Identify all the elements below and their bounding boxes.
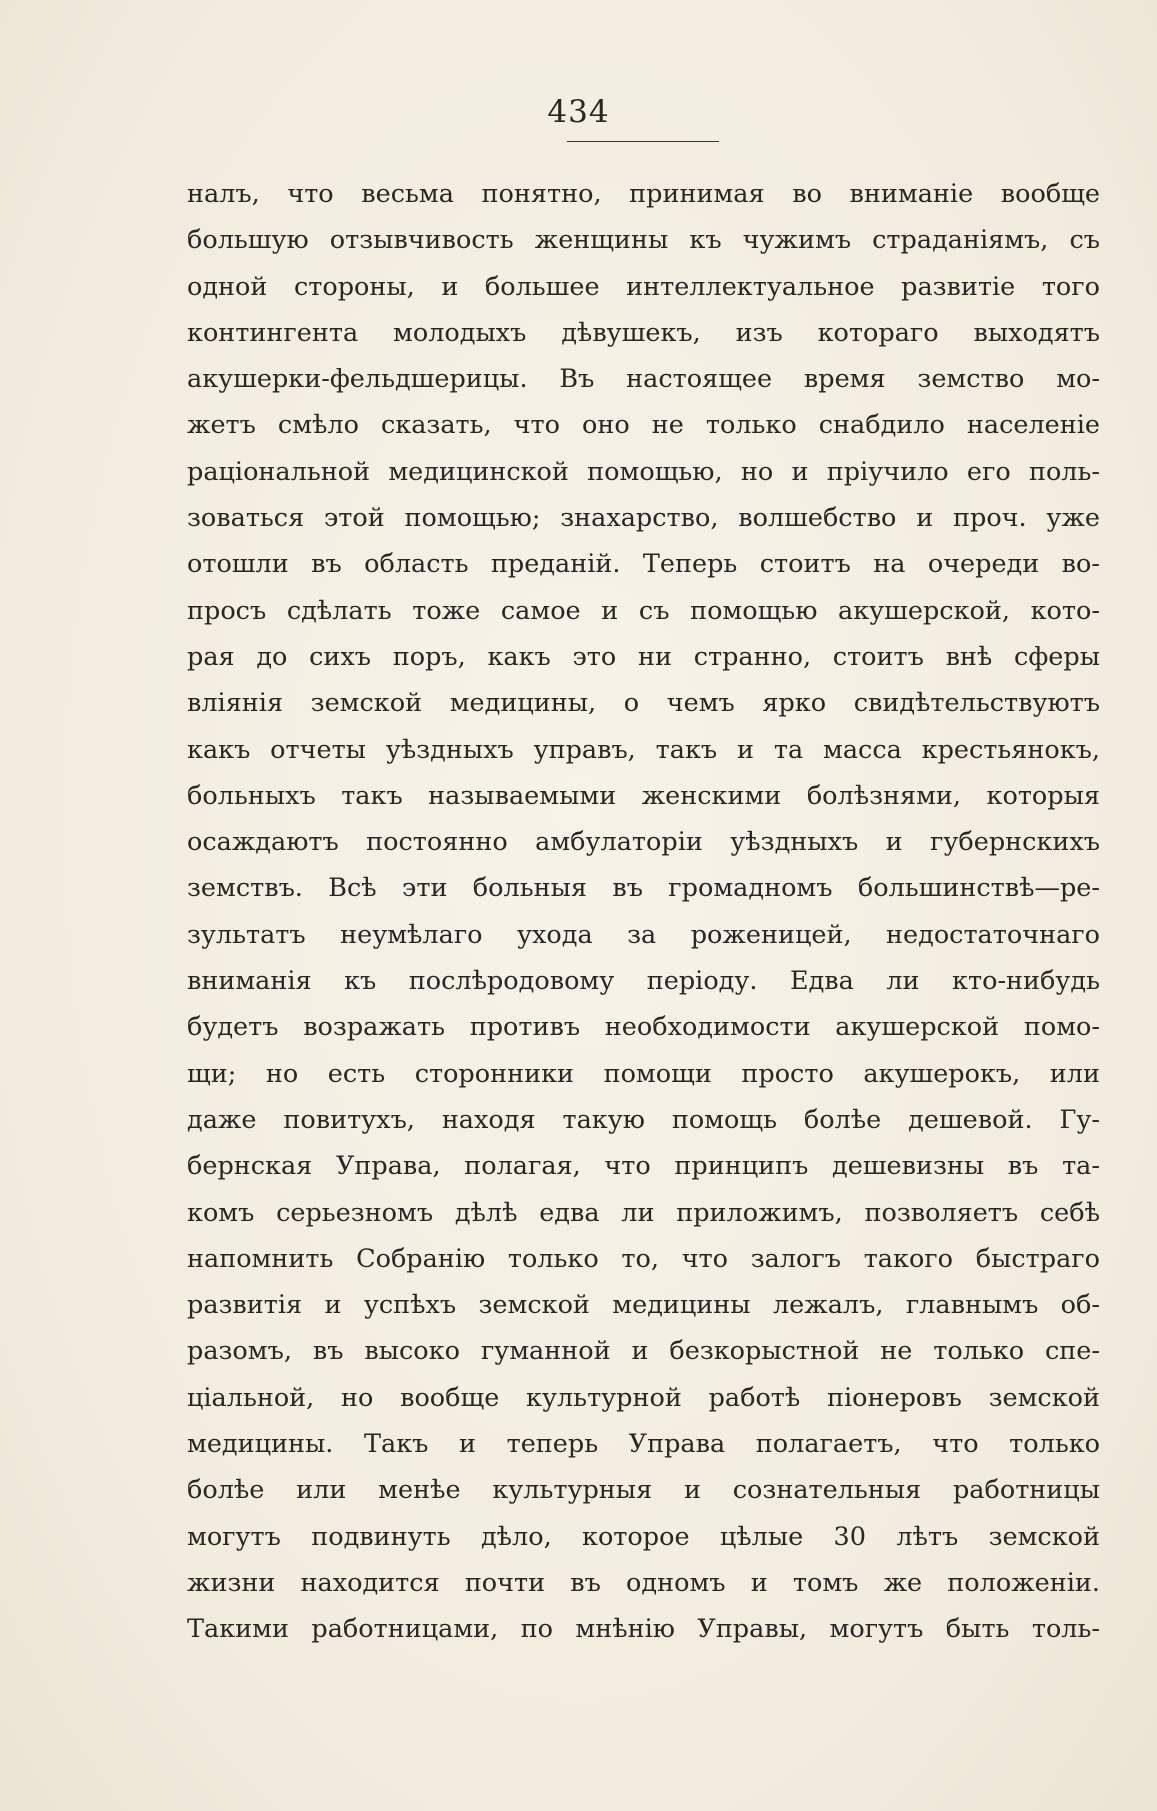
- text-line: раціональной медицинской помощью, но и пріучило его поль-: [187, 456, 1100, 487]
- text-line: бернская Управа, полагая, что принципъ дешевизны въ та-: [187, 1151, 1100, 1182]
- text-line: зультатъ неумѣлаго ухода за роженицей, недостаточнаго: [187, 919, 1100, 950]
- text-line: медицины. Такъ и теперь Управа полагаетъ, что только: [187, 1429, 1100, 1460]
- text-line: зоваться этой помощью; знахарство, волшебство и проч. уже: [187, 503, 1100, 534]
- page-number: 434: [547, 94, 610, 130]
- text-line: ціальной, но вообще культурной работѣ піонеровъ земской: [187, 1382, 1100, 1413]
- text-line: жизни находится почти въ одномъ и томъ же положеніи.: [187, 1567, 1100, 1598]
- text-line: могутъ подвинуть дѣло, которое цѣлые 30 лѣтъ земской: [187, 1521, 1100, 1552]
- text-line: рая до сихъ поръ, какъ это ни странно, стоитъ внѣ сферы: [187, 641, 1100, 672]
- text-line: контингента молодыхъ дѣвушекъ, изъ котораго выходятъ: [187, 317, 1100, 348]
- text-line: комъ серьезномъ дѣлѣ едва ли приложимъ, позволяетъ себѣ: [187, 1197, 1100, 1228]
- text-line: акушерки-фельдшерицы. Въ настоящее время земство мо-: [187, 364, 1100, 395]
- text-line: налъ, что весьма понятно, принимая во вниманіе вообще: [187, 179, 1100, 209]
- text-line: Такими работницами, по мнѣнію Управы, могутъ быть толь-: [187, 1614, 1100, 1645]
- text-line: даже повитухъ, находя такую помощь болѣе дешевой. Гу-: [187, 1104, 1100, 1135]
- text-line: болѣе или менѣе культурныя и сознательныя работницы: [187, 1475, 1100, 1506]
- text-line: развитія и успѣхъ земской медицины лежалъ, главнымъ об-: [187, 1290, 1100, 1321]
- header-rule: [567, 141, 719, 142]
- text-line: разомъ, въ высоко гуманной и безкорыстной не только спе-: [187, 1336, 1100, 1367]
- text-line: какъ отчеты уѣздныхъ управъ, такъ и та масса крестьянокъ,: [187, 734, 1100, 765]
- text-line: жетъ смѣло сказать, что оно не только снабдило населеніе: [187, 410, 1100, 441]
- text-line: большую отзывчивость женщины къ чужимъ страданіямъ, съ: [187, 225, 1100, 256]
- text-line: одной стороны, и большее интеллектуальное развитіе того: [187, 271, 1100, 302]
- text-line: вниманія къ послѣродовому періоду. Едва ли кто-нибудь: [187, 966, 1100, 997]
- body-text: [187, 171, 1100, 1653]
- text-line: будетъ возражать противъ необходимости акушерской помо-: [187, 1012, 1100, 1043]
- text-line: больныхъ такъ называемыми женскими болѣзнями, которыя: [187, 780, 1100, 811]
- text-line: земствъ. Всѣ эти больныя въ громадномъ большинствѣ—ре-: [187, 873, 1100, 904]
- text-line: просъ сдѣлать тоже самое и съ помощью акушерской, кото-: [187, 595, 1100, 626]
- text-line: вліянія земской медицины, о чемъ ярко свидѣтельствуютъ: [187, 688, 1100, 719]
- text-line: щи; но есть сторонники помощи просто акушерокъ, или: [187, 1058, 1100, 1089]
- text-line: осаждаютъ постоянно амбулаторіи уѣздныхъ и губернскихъ: [187, 827, 1100, 858]
- text-line: отошли въ область преданій. Теперь стоитъ на очереди во-: [187, 549, 1100, 580]
- text-line: напомнить Собранію только то, что залогъ такого быстраго: [187, 1243, 1100, 1274]
